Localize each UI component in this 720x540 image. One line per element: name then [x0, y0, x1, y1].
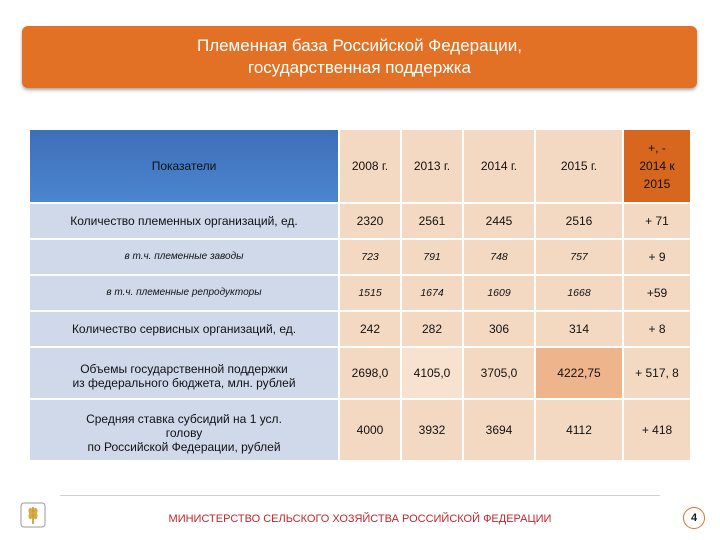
cell-value: 1668 — [536, 276, 622, 310]
cell-value: 791 — [402, 240, 462, 274]
row-label: в т.ч. племенные репродукторы — [30, 276, 338, 310]
cell-change: + 9 — [624, 240, 690, 274]
header-year-2013: 2013 г. — [402, 130, 462, 202]
cell-value: 4000 — [340, 400, 400, 460]
cell-value: 1609 — [464, 276, 534, 310]
header-year-2015: 2015 г. — [536, 130, 622, 202]
row-label: Количество племенных организаций, ед. — [30, 204, 338, 238]
row-label-line-3: по Российской Федерации, рублей — [87, 440, 281, 454]
cell-value: 242 — [340, 312, 400, 346]
row-label: Количество сервисных организаций, ед. — [30, 312, 338, 346]
header-change-line-1: +, - — [648, 141, 666, 155]
table-header-row — [30, 130, 690, 202]
header-year-2008: 2008 г. — [340, 130, 400, 202]
header-change — [624, 130, 690, 202]
cell-value: 4112 — [536, 400, 622, 460]
row-label — [30, 400, 338, 460]
table-row — [30, 240, 690, 274]
cell-change: + 517, 8 — [624, 348, 690, 398]
ministry-footer: МИНИСТЕРСТВО СЕЛЬСКОГО ХОЗЯЙСТВА РОССИЙСКОЙ ФЕДЕРАЦИИ — [168, 513, 552, 525]
title-line-1: Племенная база Российской Федерации, — [196, 36, 523, 55]
header-year-2014: 2014 г. — [464, 130, 534, 202]
cell-value: 1674 — [402, 276, 462, 310]
cell-value: 2516 — [536, 204, 622, 238]
cell-value: 2698,0 — [340, 348, 400, 398]
cell-value: 748 — [464, 240, 534, 274]
cell-value: 282 — [402, 312, 462, 346]
table-row — [30, 276, 690, 310]
cell-value: 1515 — [340, 276, 400, 310]
cell-value: 3705,0 — [464, 348, 534, 398]
title-line-2: государственная поддержка — [248, 58, 471, 77]
cell-value: 2561 — [402, 204, 462, 238]
table-row — [30, 204, 690, 238]
row-label — [30, 348, 338, 398]
row-label-line-1: Средняя ставка субсидий на 1 усл. — [86, 412, 282, 426]
cell-value: 314 — [536, 312, 622, 346]
stats-table — [28, 128, 692, 462]
table-row — [30, 348, 690, 398]
row-label: в т.ч. племенные заводы — [30, 240, 338, 274]
table-row — [30, 312, 690, 346]
header-change-line-3: 2015 — [643, 177, 671, 191]
cell-change: + 418 — [624, 400, 690, 460]
row-label-line-2: голову — [165, 426, 203, 440]
title-banner — [22, 26, 697, 88]
wheat-emblem-icon — [20, 502, 46, 528]
cell-value: 4222,75 — [536, 348, 622, 398]
cell-value: 2445 — [464, 204, 534, 238]
row-label-line-1: Объемы государственной поддержки — [80, 362, 288, 376]
page-number: 4 — [683, 507, 705, 529]
cell-value: 3694 — [464, 400, 534, 460]
cell-change: + 8 — [624, 312, 690, 346]
table-row — [30, 400, 690, 460]
header-indicators: Показатели — [30, 130, 338, 202]
cell-change: +59 — [624, 276, 690, 310]
header-change-line-2: 2014 к — [639, 159, 675, 173]
cell-value: 723 — [340, 240, 400, 274]
cell-value: 757 — [536, 240, 622, 274]
cell-value: 2320 — [340, 204, 400, 238]
cell-value: 306 — [464, 312, 534, 346]
cell-change: + 71 — [624, 204, 690, 238]
row-label-line-2: из федерального бюджета, млн. рублей — [72, 376, 296, 390]
cell-value: 4105,0 — [402, 348, 462, 398]
footer-divider — [60, 495, 660, 496]
cell-value: 3932 — [402, 400, 462, 460]
